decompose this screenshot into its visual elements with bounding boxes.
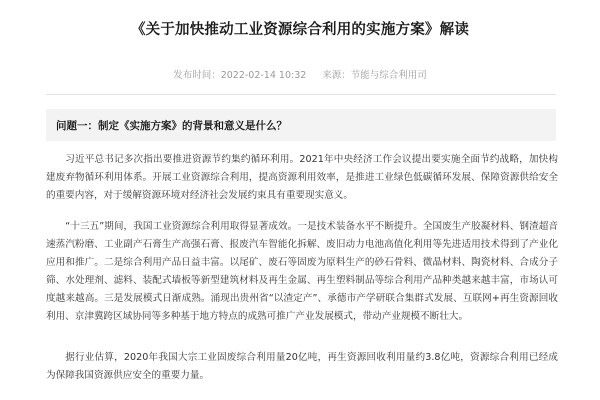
publish-time: 发布时间：2022-02-14 10:32 — [173, 70, 307, 81]
article-source: 来源：节能与综合利用司 — [322, 70, 427, 81]
header-divider — [46, 94, 556, 95]
article-title: 《关于加快推动工业资源综合利用的实施方案》解读 — [130, 22, 470, 38]
question-heading: 问题一：制定《实施方案》的背景和意义是什么？ — [56, 120, 287, 132]
article-meta — [0, 67, 600, 81]
question-box — [46, 109, 556, 141]
paragraph-1: 习近平总书记多次指出要推进资源节约集约循环利用。2021年中央经济工作会议提出要实施全面节约战略，加快构建废弃物循环利用体系。开展工业资源综合利用，提高资源利用效率，是推进工业绿色低碳循环发展、保障资源供给安全的重要内容，对于缓解资源环境对经济社会发展约束具有重要现实意义。 — [46, 154, 558, 201]
paragraph-2: “十三五”期间，我国工业资源综合利用取得显著成效。一是技术装备水平不断提升。全国废生产胶凝材料、钢渣超音速蒸汽粉磨、工业副产石膏生产高强石膏、报废汽车智能化拆解、废旧动力电池高值化利用等先进适用技术得到了产业化应用和推广。二是综合利用产品日益丰富。以尾矿、废石等固废为原料生产的砂石骨料、微晶材料、陶瓷材料、合成分子筛、水处理剂、滤料、装配式墙板等新型建筑材料及再生金属、再生塑料制品等综合利用产品种类越来越丰富，市场认可度越来越高。三是发展模式日渐成熟。涌现出贵州省“以渣定产”、承德市产学研联合集群式发展、互联网+再生资源回收利用、京津冀跨区域协同等多种基于地方特点的成熟可推广产业发展模式，带动产业规模不断壮大。 — [46, 221, 558, 322]
paragraph-3: 据行业估算，2020年我国大宗工业固废综合利用量20亿吨，再生资源回收利用量约3.8亿吨，资源综合利用已经成为保障我国资源供应安全的重要力量。 — [46, 352, 558, 381]
